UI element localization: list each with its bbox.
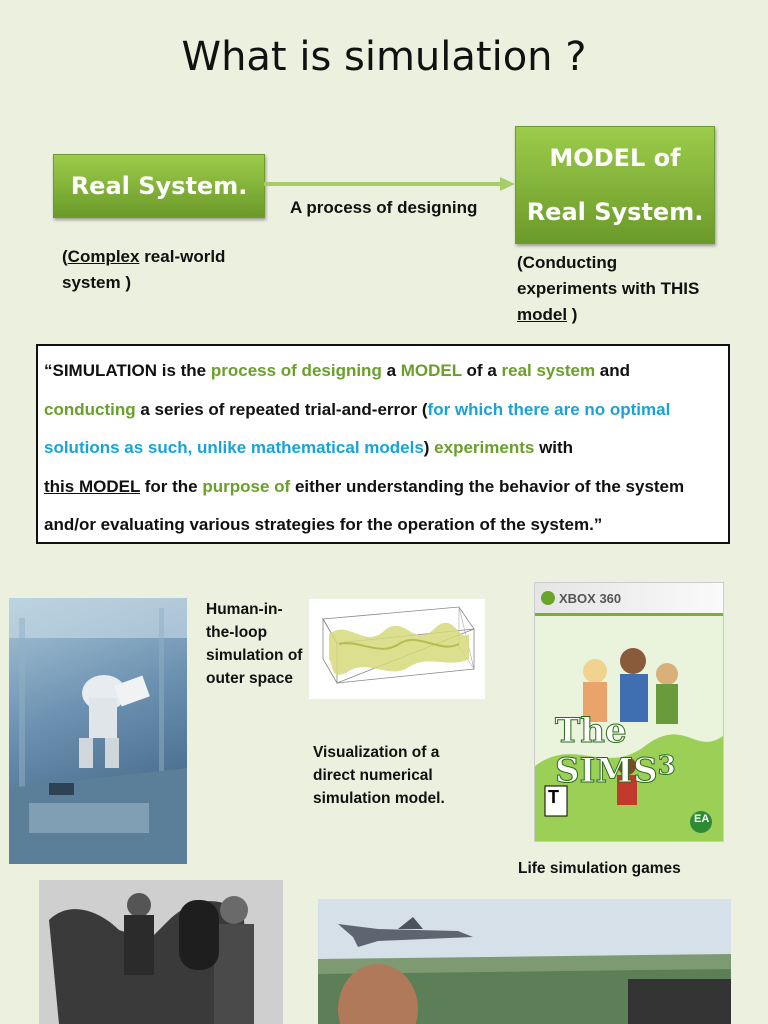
def-text: a series of repeated trial-and-error ( xyxy=(135,399,428,419)
note-complex: Complex xyxy=(67,247,140,266)
sims-logo xyxy=(555,711,723,791)
real-system-label: Real System. xyxy=(70,172,248,200)
def-text: either understanding the behavior of the system and/or evaluating various strategies for the operation of the system.” xyxy=(44,476,685,534)
ea-logo: EA xyxy=(694,813,710,825)
def-highlight: experiments xyxy=(434,438,535,457)
dns-visualization xyxy=(309,599,485,699)
def-text: a xyxy=(381,361,401,380)
note-paren: ( xyxy=(62,247,68,266)
note-close: ) xyxy=(567,305,578,324)
def-aside: for which there are no optimal solutions as such, unlike mathematical models xyxy=(44,399,671,457)
def-highlight: MODEL xyxy=(400,361,462,380)
caption-outer-space: Human-in-the-loop simulation of outer space xyxy=(206,601,303,687)
xbox-label: XBOX 360 xyxy=(559,590,622,606)
process-arrow xyxy=(264,176,516,192)
model-note xyxy=(517,250,737,328)
astronaut-underwater-image xyxy=(9,598,187,864)
def-highlight: conducting xyxy=(44,399,136,419)
flight-sim-art xyxy=(318,899,731,1024)
xbox-logo-icon xyxy=(541,591,555,605)
horse-photo-art xyxy=(39,880,283,1024)
caption-numerical-model: Visualization of a direct numerical simulation model. xyxy=(313,744,445,807)
def-highlight: real system xyxy=(501,361,596,380)
definition-box xyxy=(36,344,730,544)
note-line1: (Conducting xyxy=(517,253,618,272)
sims-title: The SIMS xyxy=(555,711,658,791)
model-label-line2: Real System. xyxy=(526,198,704,226)
real-system-note xyxy=(62,244,262,296)
def-underlined: this MODEL xyxy=(44,476,141,496)
def-text: ) xyxy=(423,438,435,457)
note-text-2: system ) xyxy=(62,273,131,292)
note-line2: experiments with THIS xyxy=(517,279,700,298)
caption-life-sim: Life simulation games xyxy=(518,860,681,877)
def-highlight: purpose of xyxy=(202,476,291,496)
model-box xyxy=(515,126,715,244)
flight-simulator-photo xyxy=(318,899,731,1024)
sims3-cover-image xyxy=(534,582,724,842)
sims-number: 3 xyxy=(657,751,676,781)
model-label-line1: MODEL of xyxy=(549,144,681,172)
page-title: What is simulation ? xyxy=(181,34,587,80)
def-highlight: process of designing xyxy=(210,361,382,380)
mechanical-horse-photo xyxy=(39,880,283,1024)
def-text: “SIMULATION is the xyxy=(44,361,211,380)
esrb-rating: T xyxy=(548,787,559,807)
real-system-box xyxy=(53,154,265,218)
def-text: with xyxy=(534,438,574,457)
numerical-simulation-image xyxy=(309,599,485,699)
def-text: and xyxy=(595,361,631,380)
note-model-word: model xyxy=(517,305,568,324)
arrow-label: A process of designing xyxy=(290,198,478,217)
xbox-banner xyxy=(535,583,723,616)
note-text: real-world xyxy=(139,247,226,266)
astronaut-illustration xyxy=(9,598,187,864)
def-text: for the xyxy=(140,476,203,496)
def-text: of a xyxy=(461,361,502,380)
